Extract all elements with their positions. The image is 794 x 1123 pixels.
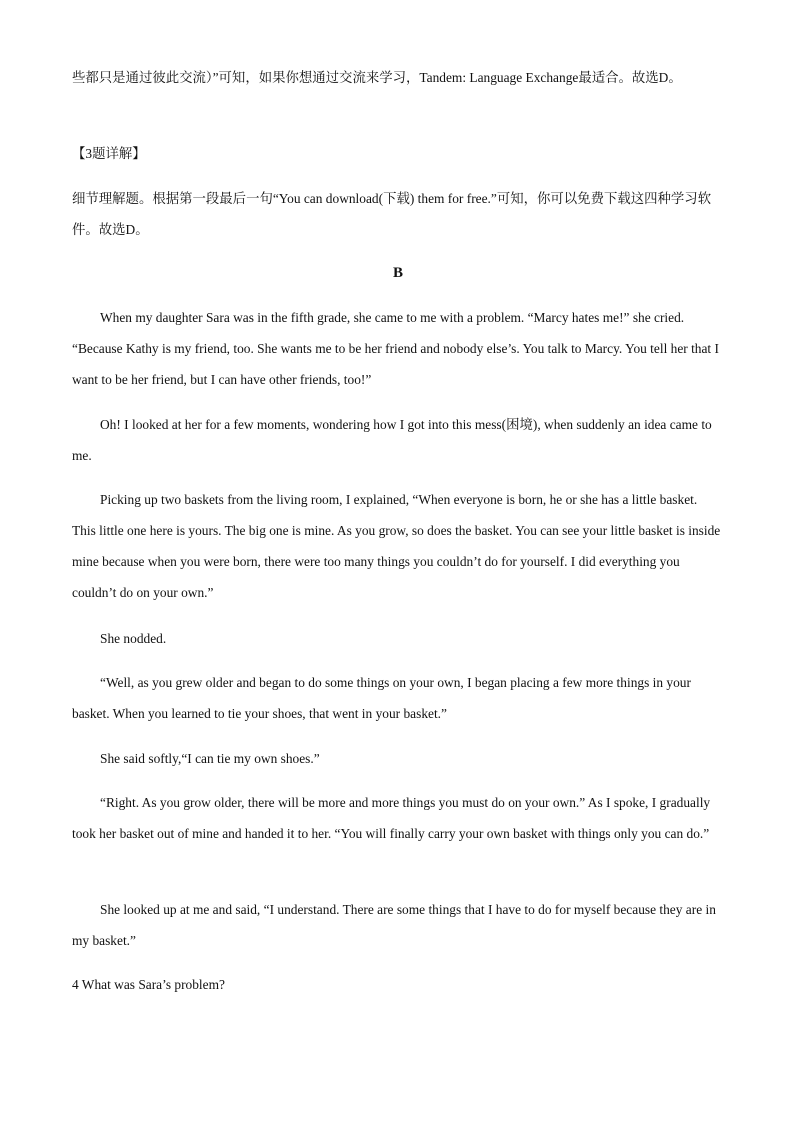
passage-paragraph-7: “Right. As you grow older, there will be more and more things you must do on your own.” As I spoke, I gradually took her basket out of mine and handed it to her. “You will finally carry your own basket with things only you can do.” (72, 795, 711, 841)
passage-paragraph-5: “Well, as you grew older and began to do some things on your own, I began placing a few more things in your basket. When you learned to tie your shoes, that went in your basket.” (72, 675, 691, 721)
section-heading: B (392, 265, 403, 281)
question-3-heading: 【3题详解】 (72, 146, 146, 161)
passage-paragraph-1: When my daughter Sara was in the fifth grade, she came to me with a problem. “Marcy hates me!” she cried. “Because Kathy is my friend, too. She wants me to be her friend and nobody else’s. You talk to Marcy. You tell her that I want to be her friend, but I can have other friends, too!” (72, 310, 719, 387)
passage-paragraph-6: She said softly,“I can tie my own shoes.” (100, 751, 320, 766)
passage-paragraph-3: Picking up two baskets from the living room, I explained, “When everyone is born, he or she has a little basket. This little one here is yours. The big one is mine. As you grow, so does the basket. You can see your little basket is inside mine because when you were born, there were too many things you couldn’t do for yourself. I did everything you couldn’t do on your own.” (72, 492, 721, 600)
passage-paragraph-4: She nodded. (100, 631, 167, 646)
answer-explanation-continued: 些都只是通过彼此交流）”可知，如果你想通过交流来学习，Tandem: Language Exchange最适合。故选D。 (72, 70, 682, 85)
passage-paragraph-2: Oh! I looked at her for a few moments, wondering how I got into this mess(困境), when suddenly an idea came to me. (72, 417, 712, 463)
passage-paragraph-8: She looked up at me and said, “I understand. There are some things that I have to do for myself because they are in my basket.” (72, 902, 716, 948)
question-3-explanation: 细节理解题。根据第一段最后一句“You can download(下载) them for free.”可知，你可以免费下载这四种学习软件。故选D。 (72, 191, 712, 237)
question-4: 4 What was Sara’s problem? (72, 977, 225, 992)
